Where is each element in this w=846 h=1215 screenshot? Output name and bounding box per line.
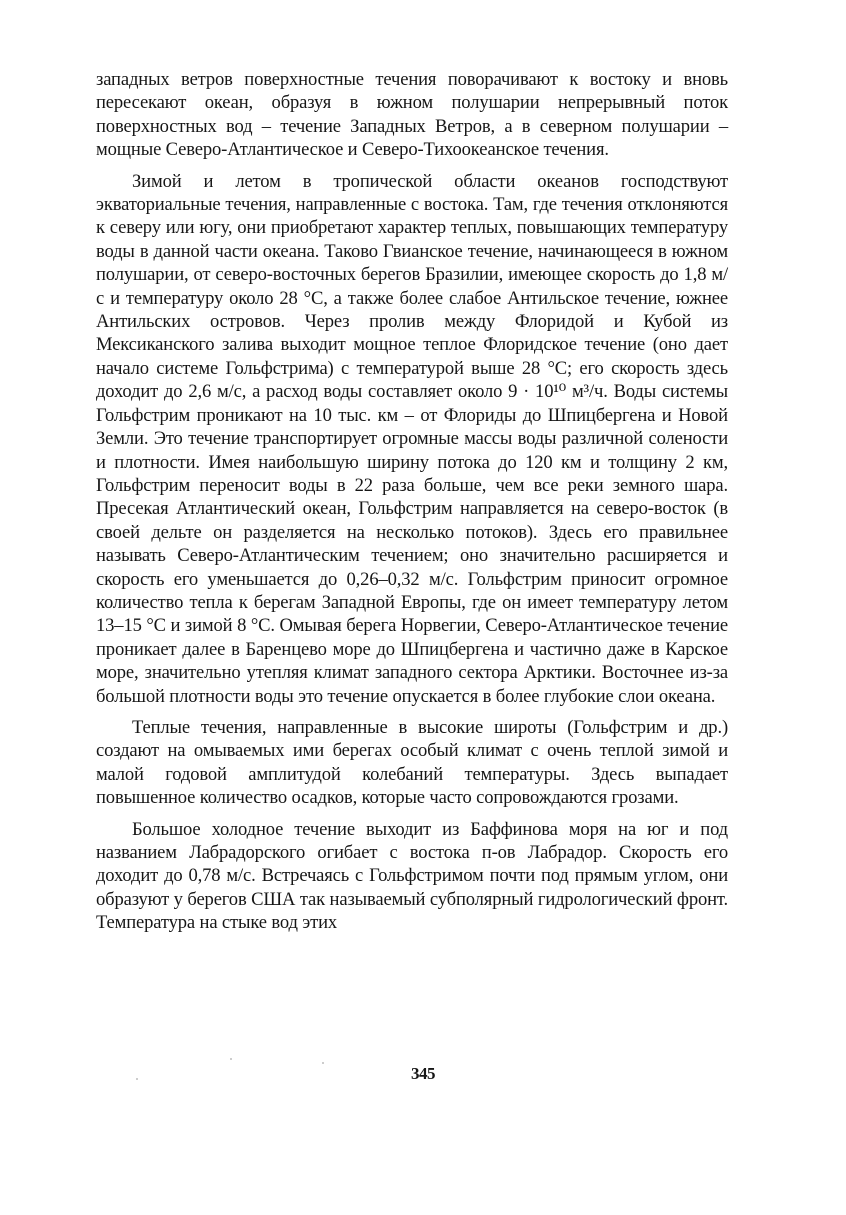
paragraph-1: западных ветров поверхностные течения поворачивают к востоку и вновь пересекают океан, образуя в южном полушарии непрерывный поток поверхностных вод – течение Западных Ветров, а в северном полушарии – мощные Северо-Атлантическое и Северо-Тихоокеанское течения. <box>96 69 728 161</box>
page-text-block <box>96 68 728 935</box>
scan-speck <box>136 1078 138 1080</box>
paragraph-2: Зимой и летом в тропической области океанов господствуют экваториальные течения, направленные с востока. Там, где течения отклоняются к северу или югу, они приобретают характер теплых, повышающих температуру воды в данной части океана. Таково Гвианское течение, начинающееся в южном полушарии, от северо-восточных берегов Бразилии, имеющее скорость до 1,8 м/с и температуру около 28 °С, а также более слабое Антильское течение, южнее Антильских островов. Через пролив между Флоридой и Кубой из Мексиканского залива выходит мощное теплое Флоридское течение (оно дает начало системе Гольфстрима) с температурой выше 28 °С; его скорость здесь доходит до 2,6 м/с, а расход воды составляет около 9 · 10¹⁰ м³/ч. Воды системы Гольфстрим проникают на 10 тыс. км – от Флориды до Шпицбергена и Новой Земли. Это течение транспортирует огромные массы воды различной солености и плотности. Имея наибольшую ширину потока до 120 км и толщину 2 км, Гольфстрим переносит воды в 22 раза больше, чем все реки земного шара. Пресекая Атлантический океан, Гольфстрим направляется на северо-восток (в своей дельте он разделяется на несколько потоков). Здесь его правильнее называть Северо-Атлантическим течением; оно значительно расширяется и скорость его уменьшается до 0,26–0,32 м/с. Гольфстрим приносит огромное количество тепла к берегам Западной Европы, где он имеет температуру летом 13–15 °С и зимой 8 °С. Омывая берега Норвегии, Северо-Атлантическое течение проникает далее в Баренцево море до Шпицбергена и частично даже в Карское море, значительно утепляя климат западного сектора Арктики. Восточнее из-за большой плотности воды это течение опускается в более глубокие слои океана. <box>96 170 728 707</box>
paragraph-3: Теплые течения, направленные в высокие широты (Гольфстрим и др.) создают на омываемых ими берегах особый климат с очень теплой зимой и малой годовой амплитудой колебаний температуры. Здесь выпадает повышенное количество осадков, которые часто сопровождаются грозами. <box>96 716 728 809</box>
page-number: 345 <box>411 1064 435 1083</box>
scan-speck <box>322 1062 324 1064</box>
paragraph-4: Большое холодное течение выходит из Баффинова моря на юг и под названием Лабрадорского огибает с востока п-ов Лабрадор. Скорость его доходит до 0,78 м/с. Встречаясь с Гольфстримом почти под прямым углом, они образуют у берегов США так называемый субполярный гидрологический фронт. Температура на стыке вод этих <box>96 818 728 934</box>
scan-speck <box>230 1058 232 1060</box>
